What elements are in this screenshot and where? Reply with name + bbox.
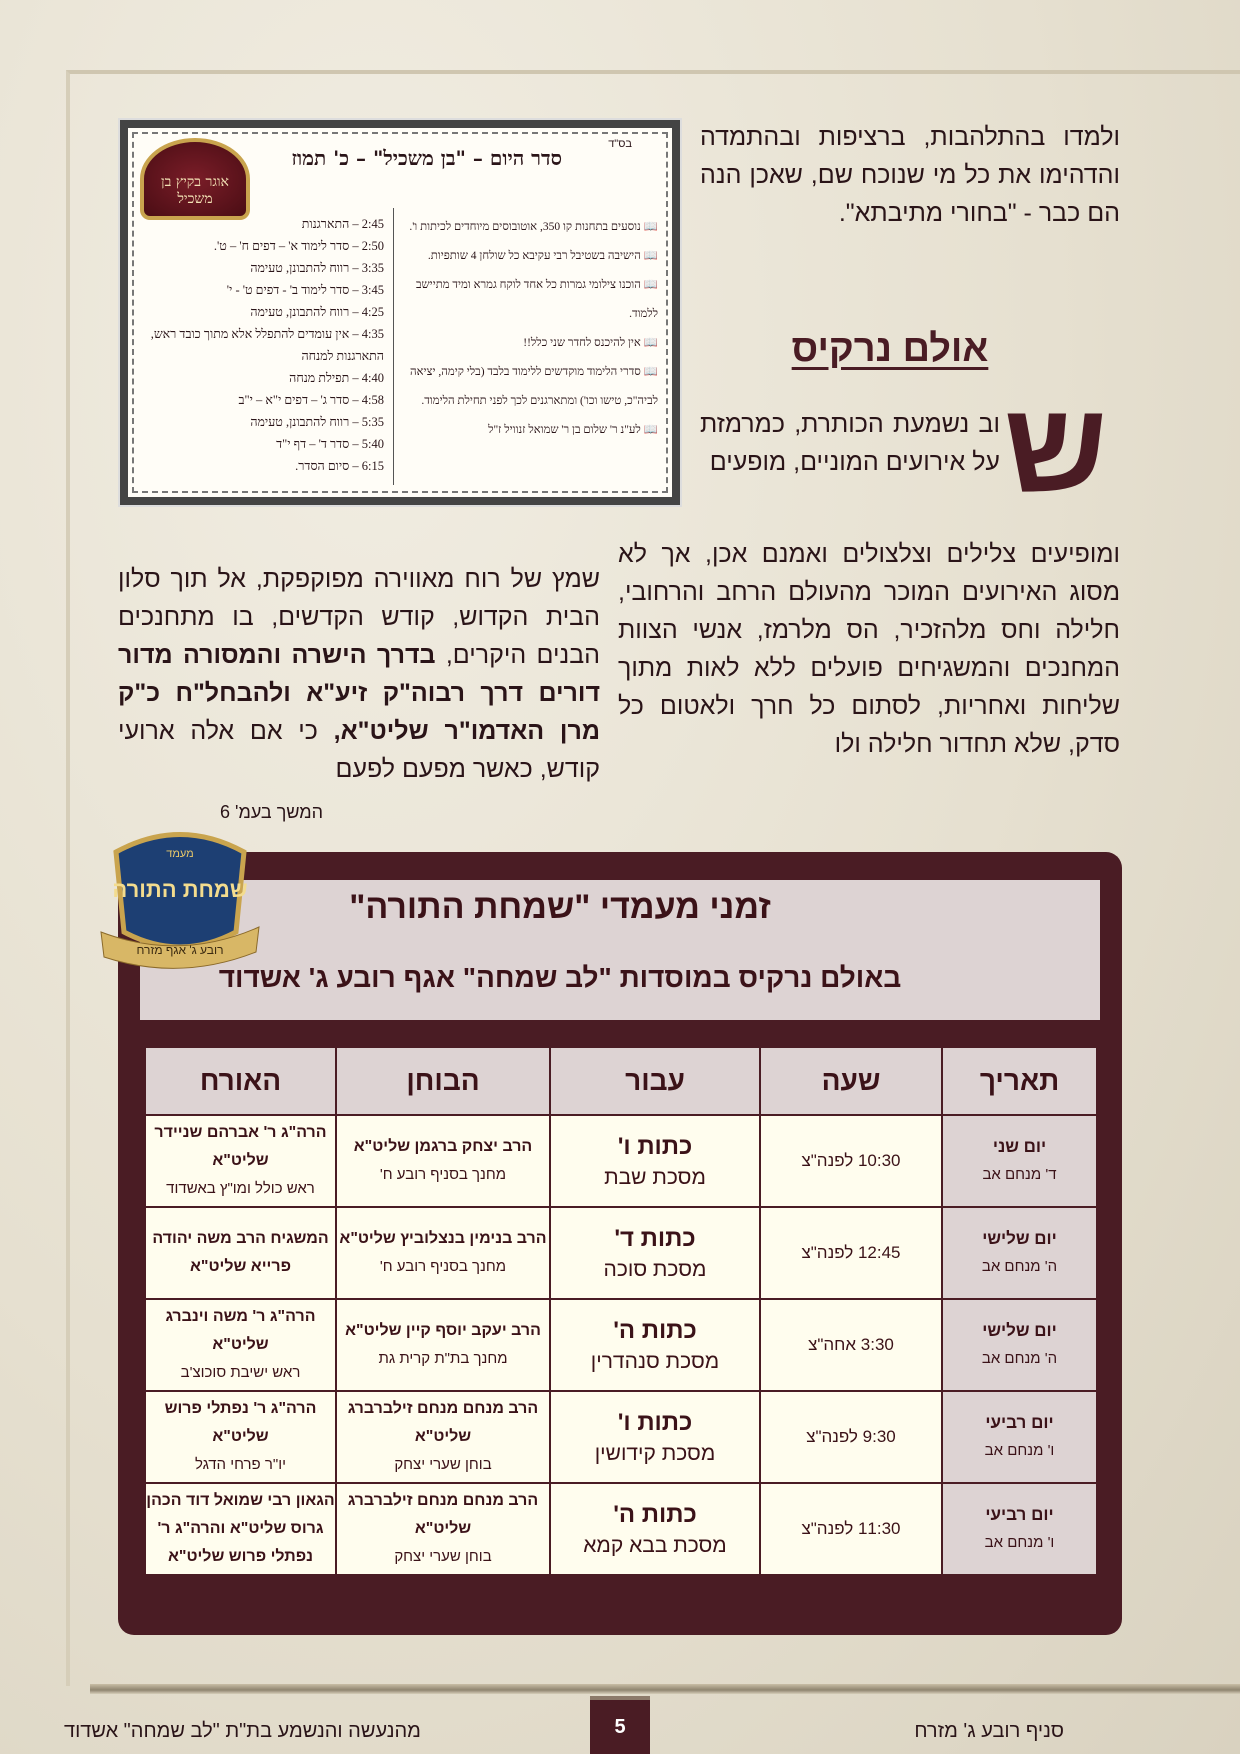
class-cell [550,1207,760,1299]
time: 10:30 לפנה"צ [801,1151,901,1170]
hebrew-date: ה' מנחם אב [981,1350,1058,1367]
guest-role: ראש כולל ומו"ץ באשדוד [166,1180,315,1197]
examiner: הרב בנימין בנצלוביץ שליט"א [339,1230,547,1247]
time: 9:30 לפנה"צ [806,1427,896,1446]
examiner-role: מחנך בסניף רובע ח' [379,1166,507,1183]
time-cell [760,1391,942,1483]
schedule-line: 5:40 – סדר ד' – דף י"ד [276,437,384,451]
day: יום שלישי [982,1229,1057,1248]
table-row [145,1299,1097,1391]
table-row [145,1207,1097,1299]
examiner-role: מחנך בת"ת קרית גת [378,1350,508,1367]
header-time: שעה [760,1047,942,1115]
page-number: 5 [590,1696,650,1754]
time: 12:45 לפנה"צ [801,1243,901,1262]
guest-cell [145,1115,336,1207]
paragraph-right: ומופיעים צלילים וצלצולים ואמנם אכן, אך לא מסוג האירועים המוכר מהעולם הרחב והרחובי, חלילה וחס מלהזכיר, הס מלרמז, אנשי הצוות המחנכים והמשגיחים פועלים ללא לאות מתוך שליחות ואחריות, לסתום כל חרך ולאטום כל סדק, שלא תחדור חלילה ולו [618,540,1120,758]
paragraph-intro: וב נשמעת הכותרת, כמרמזת על אירועים המוניים, מופעים [700,410,1000,476]
footer-rule [90,1684,1240,1694]
day-schedule [144,213,384,477]
schedule-notes [403,213,658,445]
left-text: שמץ של רוח מאווירה מפוקפקת, אל תוך סלון הבית הקדוש, קודש הקדשים, בו מתחנכים הבנים היקרים, [118,565,601,669]
class: כתות ד' [614,1225,696,1252]
guest-cell [145,1483,336,1575]
schedule-line: 3:45 – סדר לימוד ב' - דפים ט' - י' [226,283,384,297]
left-text-end: כי אם אלה ארועי קודש, כאשר מפעם לפעם [118,717,600,783]
class-cell [550,1299,760,1391]
badge-ribbon: רובע ג' אגף מזרח [136,943,224,957]
note-line: 📖 הוכנו צילומי גמרות כל אחד לוקח גמרא ומיד מתיישב ללמוד. [416,279,658,320]
date-cell [942,1299,1097,1391]
inset-title: סדר היום – "בן משכיל" – כ' תמוז [291,146,562,170]
schedule-line: 4:35 – אין עומדים להתפלל אלא מתוך כובד ראש, התארגנות למנחה [150,327,384,363]
header-class: עבור [550,1047,760,1115]
date-cell [942,1207,1097,1299]
note-line: 📖 הישיבה בשטיבל רבי עקיבא כל שולחן 4 שותפיות. [427,250,658,262]
examiner-role: בוחן שערי יצחק [394,1456,492,1473]
schedule-line: 5:35 – רווח להתבונן, טעימה [250,415,384,429]
guest: הרה"ג ר' נפתלי פרוש שליט"א [164,1400,317,1445]
header-guest: האורח [145,1047,336,1115]
guest-cell [145,1299,336,1391]
examiner: הרב יצחק ברגמן שליט"א [353,1138,533,1155]
time-cell [760,1115,942,1207]
schedule-line: 2:45 – התארגנות [301,217,384,231]
tractate: מסכת סוכה [603,1258,707,1281]
day: יום שלישי [982,1321,1057,1340]
time: 11:30 לפנה"צ [801,1519,901,1538]
continued-note: המשך בעמ' 6 [220,802,324,822]
header-examiner: הבוחן [336,1047,550,1115]
time-cell [760,1207,942,1299]
examiner-cell [336,1391,550,1483]
tractate: מסכת סנהדרין [590,1350,720,1373]
header-date: תאריך [942,1047,1097,1115]
schedule-line: 4:40 – תפילת מנחה [289,371,384,385]
footer-publication: מהנעשה והנשמע בת"ת "לב שמחה" אשדוד [64,1720,421,1742]
column-divider [393,208,394,485]
class: כתות ה' [613,1317,697,1344]
guest: הגאון רבי שמואל דוד הכהן גרוס שליט"א והרה"ג ר' נפתלי פרוש שליט"א [146,1492,335,1565]
tractate: מסכת שבת [604,1166,706,1189]
schedule-line: 2:50 – סדר לימוד א' – דפים ח' – ט'. [213,239,384,253]
table-row [145,1483,1097,1575]
hebrew-date: ו' מנחם אב [984,1534,1055,1551]
class: כתות ו' [617,1409,693,1436]
bsd-mark: בס"ד [608,138,632,150]
table-row [145,1391,1097,1483]
day: יום רביעי [985,1413,1054,1432]
guest: המשגיח הרב משה יהודה פרייא שליט"א [152,1230,329,1275]
section-heading: אולם נרקיס [791,328,989,370]
class: כתות ה' [613,1501,697,1528]
guest-role: ראש ישיבת סוכוצ'ב [180,1364,301,1381]
time-cell [760,1483,942,1575]
top-paragraph: ולמדו בהתלהבות, ברציפות ובהתמדה והדהימו את כל מי שנוכח שם, שאכן הנה הם כבר - "בחורי מתיבתא". [700,123,1120,227]
examiner-cell [336,1207,550,1299]
time-cell [760,1299,942,1391]
class: כתות ו' [617,1133,693,1160]
examiner: הרב מנחם מנחם זילברברג שליט"א [347,1400,539,1445]
guest-cell [145,1207,336,1299]
examiner-role: בוחן שערי יצחק [394,1548,492,1565]
note-line: 📖 לע"נ ר' שלום בן ר' שמואל זנוויל ז"ל [488,424,658,436]
table-subtitle: באולם נרקיס במוסדות "לב שמחה" אגף רובע ג' אשדוד [218,962,902,993]
examiner-role: מחנך בסניף רובע ח' [379,1258,507,1275]
table-row [145,1115,1097,1207]
guest: הרה"ג ר' אברהם שניידר שליט"א [154,1124,327,1169]
date-cell [942,1391,1097,1483]
table-title: זמני מעמדי "שמחת התורה" [349,888,771,926]
examiner-cell [336,1115,550,1207]
tractate: מסכת בבא קמא [583,1534,727,1557]
hebrew-date: ה' מנחם אב [981,1258,1058,1275]
footer-branch: סניף רובע ג' מזרח [914,1720,1064,1742]
bein-maskil-logo: אוגר בקיץ בן משכיל [140,138,250,220]
hebrew-date: ד' מנחם אב [982,1166,1057,1183]
examiner-cell [336,1299,550,1391]
day: יום רביעי [985,1505,1054,1524]
schedule-line: 6:15 – סיום הסדר. [295,459,384,473]
badge-main: שמחת התורה [112,877,248,902]
note-line: 📖 אין להיכנס לחדר שני כלל!! [523,337,658,349]
note-line: 📖 נוסעים בתחנות קו 350, אוטובוסים מיוחדים לכיתות ו'. [409,221,658,233]
note-line: 📖 סדרי הלימוד מוקדשים ללימוד בלבד (בלי קימה, יציאה לביה"כ, טישו וכו') ומתארגנים לכך לפני תחילת הלימוד. [409,366,658,407]
examiner: הרב מנחם מנחם זילברברג שליט"א [347,1492,539,1537]
class-cell [550,1391,760,1483]
schedule-line: 4:58 – סדר ג' – דפים י"א – י"ב [238,393,384,407]
simchat-torah-badge [96,822,264,974]
schedule-table [144,1046,1098,1576]
guest: הרה"ג ר' משה וינברג שליט"א [165,1308,316,1353]
guest-role: יו"ר פרחי הדגל [194,1456,286,1473]
time: 3:30 אחה"צ [808,1335,894,1354]
paragraph-left [118,560,600,788]
guest-cell [145,1391,336,1483]
class-cell [550,1115,760,1207]
schedule-line: 4:25 – רווח להתבונן, טעימה [250,305,384,319]
date-cell [942,1483,1097,1575]
schedule-image [120,120,680,505]
left-bold-text: בדרך הישרה והמסורה מדור דורים דרך רבוה"ק זיע"א ולהבחל"ח כ"ק מרן האדמו"ר שליט"א, [118,641,601,745]
examiner: הרב יעקב יוסף קיין שליט"א [345,1322,541,1339]
class-cell [550,1483,760,1575]
badge-top: מעמד [166,848,194,860]
examiner-cell [336,1483,550,1575]
drop-cap: ש [1004,376,1108,519]
date-cell [942,1115,1097,1207]
day: יום שני [992,1137,1047,1156]
tractate: מסכת קידושין [594,1442,716,1465]
schedule-line: 3:35 – רווח להתבונן, טעימה [250,261,384,275]
hebrew-date: ו' מנחם אב [984,1442,1055,1459]
